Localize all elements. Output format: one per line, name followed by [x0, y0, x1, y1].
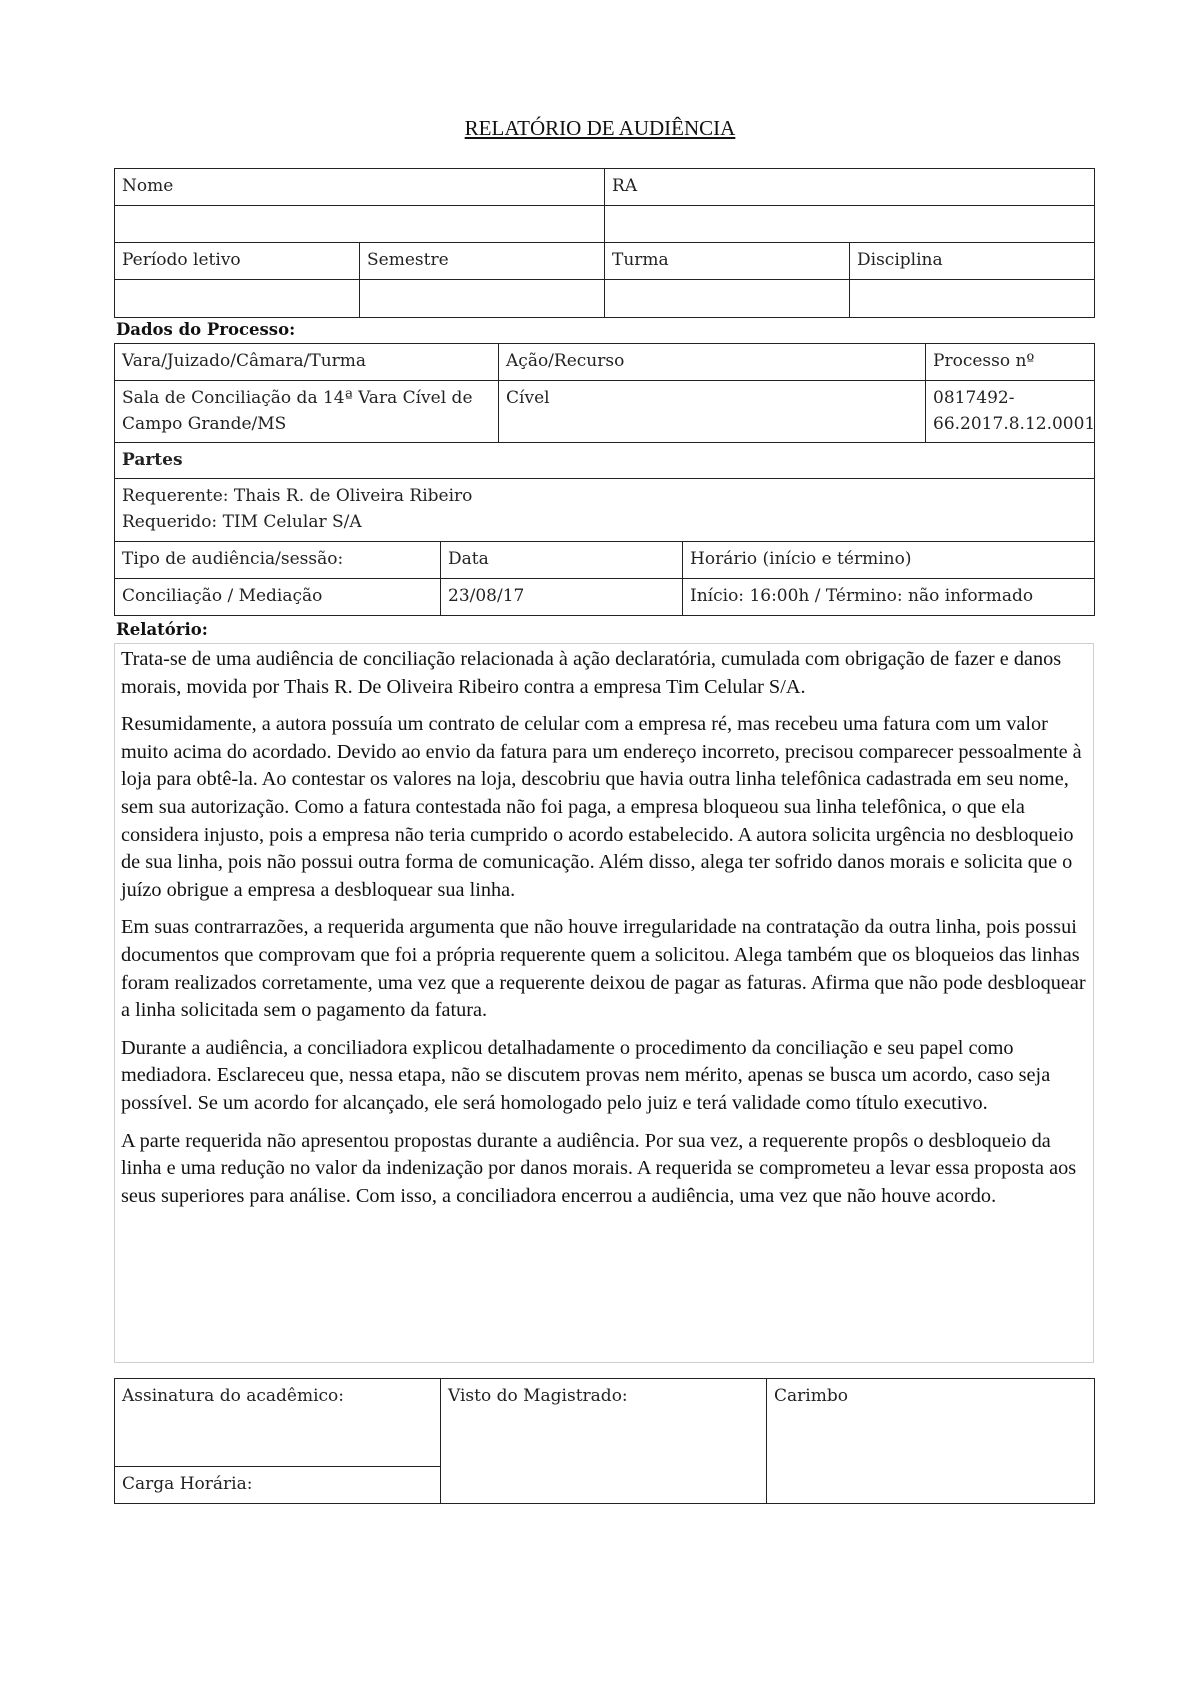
time-label: Horário (início e término)	[683, 542, 1095, 579]
report-paragraph: A parte requerida não apresentou propostas durante a audiência. Por sua vez, a requerente propôs o desbloqueio da linha e uma redução no valor da indenização por danos morais. A requerida se comprometeu a levar essa proposta aos seus superiores para análise. Com isso, a conciliadora encerrou a audiência, uma vez que não houve acordo.	[121, 1129, 1077, 1207]
semester-value-cell	[360, 280, 605, 318]
process-table	[114, 343, 1095, 616]
discipline-value-cell	[850, 280, 1095, 318]
stamp-label: Carimbo	[767, 1379, 1095, 1504]
period-value-cell	[115, 280, 360, 318]
workload-label: Carga Horária:	[115, 1467, 441, 1504]
ra-label: RA	[605, 169, 1095, 206]
student-signature-label: Assinatura do acadêmico:	[115, 1379, 441, 1467]
time-value: Início: 16:00h / Término: não informado	[683, 579, 1095, 616]
semester-label: Semestre	[360, 243, 605, 280]
student-info-table	[114, 168, 1095, 318]
magistrate-label: Visto do Magistrado:	[441, 1379, 767, 1504]
parties-label: Partes	[115, 443, 1095, 479]
discipline-label: Disciplina	[850, 243, 1095, 280]
process-number-value: 0817492-66.2017.8.12.0001	[926, 381, 1095, 443]
process-number-label: Processo nº	[926, 344, 1095, 381]
process-heading: Dados do Processo:	[116, 320, 296, 339]
report-paragraph: Durante a audiência, a conciliadora explicou detalhadamente o procedimento da conciliação e seu papel como mediadora. Esclareceu que, nessa etapa, não se discutem provas nem mérito, apenas se busca um acordo, caso seja possível. Se um acordo for alcançado, ele será homologado pelo juiz e terá validade como título executivo.	[121, 1036, 1051, 1114]
report-heading: Relatório:	[116, 620, 208, 639]
action-label: Ação/Recurso	[499, 344, 926, 381]
report-paragraph: Resumidamente, a autora possuía um contrato de celular com a empresa ré, mas recebeu uma fatura com um valor muito acima do acordado. Devido ao envio da fatura para um endereço incorreto, precisou comparecer pessoalmente à loja para obtê-la. Ao contestar os valores na loja, descobriu que havia outra linha telefônica cadastrada em seu nome, sem sua autorização. Como a fatura contestada não foi paga, a empresa bloqueou sua linha telefônica, o que ela considera injusto, pois a empresa não teria cumprido o acordo estabelecido. A autora solicita urgência no desbloqueio de sua linha, pois não possui outra forma de comunicação. Além disso, alega ter sofrido danos morais e solicita que o juízo obrigue a empresa a desbloquear sua linha.	[121, 713, 1082, 901]
class-value-cell	[605, 280, 850, 318]
signature-table	[114, 1378, 1095, 1504]
ra-value-cell	[605, 206, 1095, 243]
defendant: Requerido: TIM Celular S/A	[122, 512, 362, 532]
report-paragraph: Em suas contrarrazões, a requerida argumenta que não houve irregularidade na contratação da outra linha, pois possui documentos que comprovam que foi a própria requerente quem a solicitou. Alega também que os bloqueios das linhas foram realizados corretamente, uma vez que a requerente deixou de pagar as faturas. Afirma que não pode desbloquear a linha solicitada sem o pagamento da fatura.	[121, 916, 1086, 1022]
parties-cell	[115, 479, 1095, 542]
period-label: Período letivo	[115, 243, 360, 280]
court-label: Vara/Juizado/Câmara/Turma	[115, 344, 499, 381]
hearing-type-value: Conciliação / Mediação	[115, 579, 441, 616]
plaintiff: Requerente: Thais R. de Oliveira Ribeiro	[122, 486, 473, 506]
action-value: Cível	[499, 381, 926, 443]
class-label: Turma	[605, 243, 850, 280]
court-value: Sala de Conciliação da 14ª Vara Cível de Campo Grande/MS	[115, 381, 499, 443]
date-label: Data	[441, 542, 683, 579]
date-value: 23/08/17	[441, 579, 683, 616]
document-title: RELATÓRIO DE AUDIÊNCIA	[464, 116, 736, 140]
report-paragraph: Trata-se de uma audiência de conciliação relacionada à ação declaratória, cumulada com obrigação de fazer e danos morais, movida por Thais R. De Oliveira Ribeiro contra a empresa Tim Celular S/A.	[121, 648, 1062, 698]
name-label: Nome	[115, 169, 605, 206]
hearing-type-label: Tipo de audiência/sessão:	[115, 542, 441, 579]
name-value-cell	[115, 206, 605, 243]
report-body	[114, 643, 1094, 1363]
